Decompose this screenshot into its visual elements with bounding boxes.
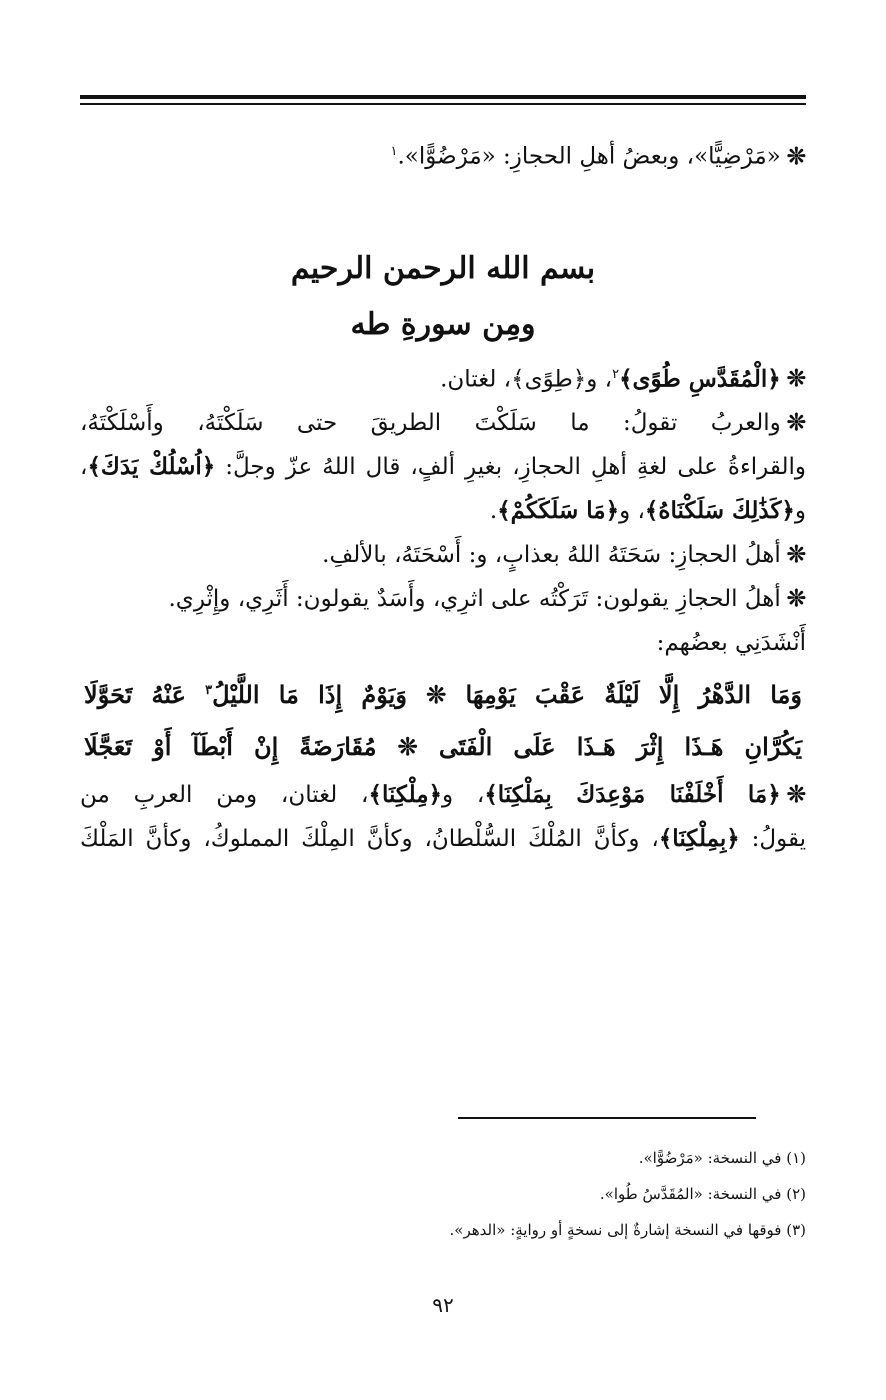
paragraph-line: أَنْشَدَنِي بعضُهم: [656,630,806,657]
paragraph-line: ❊أهلُ الحجازِ يقولون: تَرَكْتُه على اثرِي، وأَسَدٌ يقولون: أَثَرِي، وإِثْرِي. [168,585,806,613]
quran-quote: ﴿كَذَٰلِكَ سَلَكْنَاهُ﴾ [644,497,795,525]
footnote-separator [458,1117,756,1119]
footnote: (٢) في النسخة: «المُقَدَّسُ طُوا». [599,1185,806,1203]
quran-quote: ﴿اُسْلُكْ يَدَكَ﴾ [87,453,216,481]
header-rule-thin [80,103,806,105]
paragraph-line: و﴿كَذَٰلِكَ سَلَكْنَاهُ﴾، و﴿مَا سَلَكَكُمْ﴾. [489,497,806,525]
asterisk-icon: ❊ [786,365,806,393]
quran-quote: ﴿مَا سَلَكَكُمْ﴾ [497,497,620,525]
paragraph-line: ❊﴿مَا أَخْلَفْنَا مَوْعِدَكَ بِمَلْكِنَا﴾، و﴿مِلْكِنَا﴾، لغتان، ومن العربِ من [80,781,806,809]
header-double-rule [80,95,806,107]
paragraph-line: والقراءةُ على لغةِ أهلِ الحجازِ، بغيرِ ألفٍ، قال اللهُ عزّ وجلَّ: ﴿اُسْلُكْ يَدَكَ﴾، [80,453,806,481]
poem-verse: يَكُرَّانِ هَـذَا إِثْرَ هَـذَا عَلَى الْفَتَى ❊ مُقَارَضَةً إِنْ أَبْطَآ أَوْ تَعَجَّلَا [84,732,802,762]
paragraph-line: ❊والعربُ تقولُ: ما سَلَكْتَ الطريقَ حتى سَلَكْتَهُ، وأَسْلَكْتَهُ، [80,409,806,437]
basmala-heading: بسم الله الرحمن الرحيم [290,250,596,286]
poem-verse: وَمَا الدَّهْرُ إِلَّا لَيْلَةٌ عَقْبَ يَوْمِهَا ❊ وَيَوْمٌ إِذَا مَا اللَّيْلُ$^٣$ عَنْهُ تَحَوَّلَا [84,680,802,710]
footnote: (١) في النسخة: «مَرْضُوًّا». [638,1149,806,1167]
quran-quote: ﴿الْمُقَدَّسِ طُوًى﴾ [619,365,781,393]
asterisk-icon: ❊ [786,409,806,437]
surah-heading: ومِن سورةِ طه [350,306,536,342]
paragraph-line: يقولُ: ﴿بِمِلْكِنَا﴾، وكأنَّ المُلْكَ السُّلْطانُ، وكأنَّ المِلْكَ المملوكُ، وكأنَّ المَلْكَ [80,825,806,853]
paragraph-line: ❊«مَرْضِيًّا»، وبعضُ أهلِ الحجازِ: «مَرْضُوًّا».$^١$ [390,142,806,170]
footnote-ref: ١ [390,144,398,159]
footnote: (٣) فوقها في النسخة إشارةٌ إلى نسخةٍ أو روايةٍ: «الدهر». [449,1221,806,1239]
quran-quote: ﴿مِلْكِنَا﴾ [368,781,443,809]
quran-quote: ﴿مَا أَخْلَفْنَا مَوْعِدَكَ بِمَلْكِنَا﴾ [484,781,781,809]
paragraph-line: ❊أهلُ الحجازِ: سَحَتَهُ اللهُ بعذابٍ، و: أَسْحَتَهُ، بالألفِ. [322,541,806,569]
page-number: ٩٢ [432,1293,454,1317]
asterisk-icon: ❊ [786,142,806,170]
footnotes [80,1140,806,1248]
header-rule-thick [80,95,806,99]
paragraph-line: ❊﴿الْمُقَدَّسِ طُوًى﴾$^٢$، و﴿طِوًى﴾، لغتان. [440,365,806,393]
main-text [80,130,806,861]
quran-quote: ﴿بِمِلْكِنَا﴾ [658,825,740,853]
footnote-ref: ٣ [205,683,213,699]
footnote-ref: ٢ [612,366,620,382]
asterisk-icon: ❊ [786,585,806,613]
asterisk-icon: ❊ [786,781,806,809]
asterisk-icon: ❊ [786,541,806,569]
